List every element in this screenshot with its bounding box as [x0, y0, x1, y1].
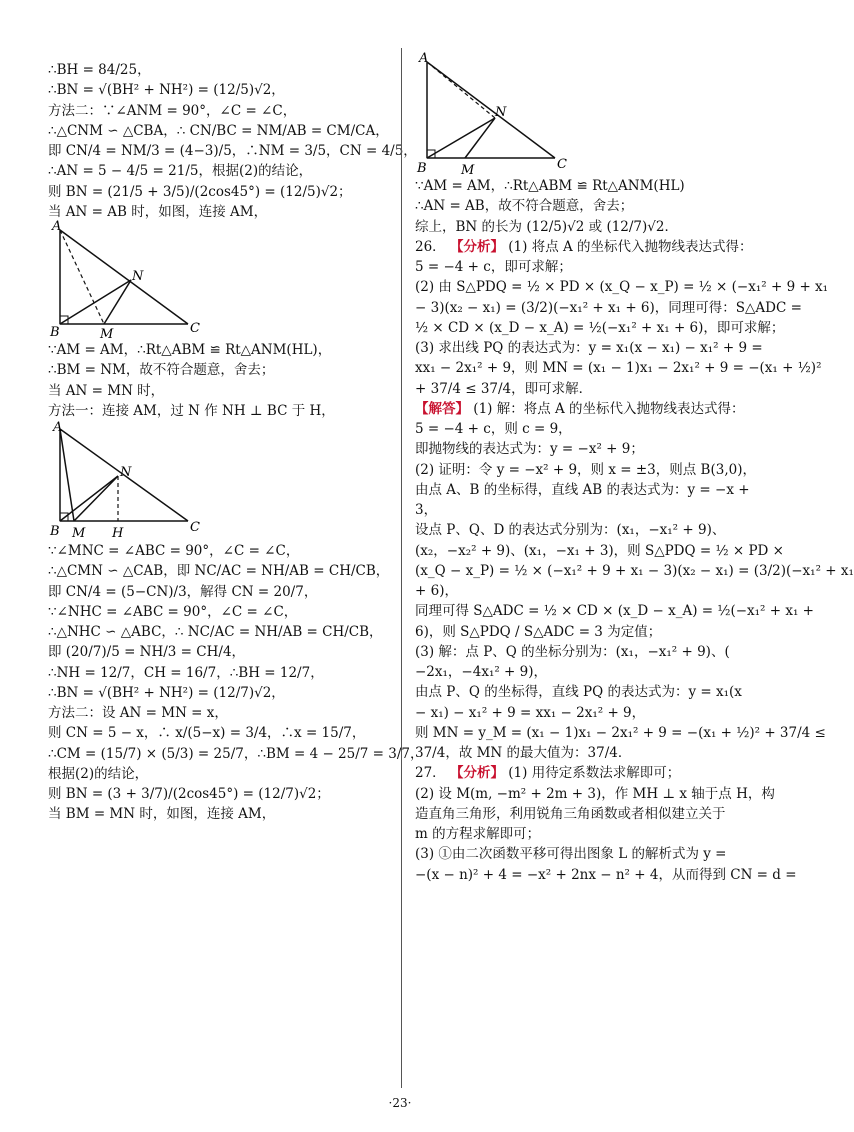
figure-an-equals-mn [48, 421, 248, 541]
label-b: B [50, 325, 60, 340]
text-line: ∴AN = AB，故不符合题意，舍去； [415, 198, 634, 215]
column-divider [401, 48, 402, 1088]
text-line: 则 BN = (3 + 3/7)/(2cos45°) = (12/7)√2； [48, 786, 330, 802]
right-text-block-a [415, 176, 760, 237]
q26-analysis-tag: 【分析】 [449, 238, 504, 255]
text-line: ∴BN = √(BH² + NH²) = (12/5)√2， [48, 82, 285, 99]
text-line: ∴CM = (15/7) × (5/3) = 25/7，∴BM = 4 − 25/7 = 3/7， [48, 745, 424, 762]
text-line: + 6)， [415, 583, 458, 599]
text-line: ∴NH = 12/7，CH = 16/7，∴BH = 12/7， [48, 664, 324, 681]
text-line: ∴BH = 84/25， [48, 62, 151, 78]
text-line: (2) 证明：令 y = −x² + 9，则 x = ±3，则点 B(3,0)， [415, 461, 756, 478]
q27-analysis-first: (1) 用待定系数法求解即可； [508, 765, 681, 782]
text-line: 3， [415, 502, 438, 518]
text-line: ∴AN = 5 − 4/5 = 21/5，根据(2)的结论， [48, 163, 313, 180]
figure-an-equals-ab [48, 219, 248, 342]
text-line: 6)，则 S△PDQ / S△ADC = 3 为定值； [415, 623, 662, 640]
text-line: 设点 P、Q、D 的表达式分别为：(x₁，−x₁² + 9)、 [415, 522, 726, 539]
label-m: M [461, 163, 475, 178]
text-line: 则 MN = y_M = (x₁ − 1)x₁ − 2x₁² + 9 = −(x₁ + ½)² + 37/4 ≤ [415, 724, 826, 741]
label-n: N [132, 269, 144, 284]
label-a: A [419, 51, 429, 66]
label-a: A [53, 420, 63, 435]
left-column [48, 60, 424, 825]
q26-analysis-heading [415, 237, 760, 257]
text-line: ∴△CMN ∽ △CAB，即 NC/AC = NH/AB = CH/CB， [48, 563, 390, 580]
text-line: ∴△CNM ∽ △CBA，∴ CN/BC = NM/AB = CM/CA， [48, 122, 389, 139]
text-line: + 37/4 ≤ 37/4，即可求解． [415, 380, 593, 397]
text-line: 造直角三角形，利用锐角三角函数或者相似建立关于 [415, 805, 726, 822]
label-b: B [417, 161, 427, 176]
text-line: −2x₁，−4x₁² + 9)， [415, 664, 548, 680]
text-line: ∵∠MNC = ∠ABC = 90°，∠C = ∠C， [48, 543, 300, 559]
text-line: ∵AM = AM，∴Rt△ABM ≌ Rt△ANM(HL) [415, 178, 685, 194]
text-line: ∵∠NHC = ∠ABC = 90°，∠C = ∠C， [48, 603, 298, 620]
q27-number: 27． [415, 765, 446, 782]
text-line: 则 CN = 5 − x，∴ x/(5−x) = 3/4，∴x = 15/7， [48, 725, 366, 742]
q26-analysis-first: (1) 将点 A 的坐标代入抛物线表达式得： [508, 238, 753, 255]
q27-analysis-heading [415, 763, 760, 783]
q26-number: 26． [415, 238, 446, 255]
text-line: 即 (20/7)/5 = NH/3 = CH/4， [48, 644, 246, 661]
left-text-block-b [48, 340, 388, 421]
label-c: C [557, 157, 567, 172]
label-c: C [190, 321, 200, 336]
text-line: 方法二：∵∠ANM = 90°，∠C = ∠C， [48, 102, 297, 119]
label-c: C [190, 520, 200, 535]
text-line: 方法二：设 AN = MN = x， [48, 705, 228, 721]
text-line: (2) 由 S△PDQ = ½ × PD × (x_Q − x_P) = ½ × (−x₁² + 9 + x₁ [415, 279, 829, 296]
question-26 [415, 237, 854, 764]
text-line: (x_Q − x_P) = ½ × (−x₁² + 9 + x₁ − 3)(x₂ − x₁) = (3/2)(−x₁² + x₁ [415, 562, 854, 579]
text-line: (3) 解：点 P、Q 的坐标分别为：(x₁，−x₁² + 9)、( [415, 643, 730, 660]
text-line: ∴△NHC ∽ △ABC，∴ NC/AC = NH/AB = CH/CB， [48, 624, 383, 640]
text-line: ½ × CD × (x_D − x_A) = ½(−x₁² + x₁ + 6)，即可求解； [415, 319, 785, 336]
text-line: 同理可得 S△ADC = ½ × CD × (x_D − x_A) = ½(−x₁² + x₁ + [415, 603, 814, 620]
q26-answer-first: (1) 解：将点 A 的坐标代入抛物线表达式得： [473, 400, 745, 417]
label-m: M [72, 526, 86, 541]
text-line: ∴BN = √(BH² + NH²) = (12/7)√2， [48, 684, 285, 701]
text-line: 则 BN = (21/5 + 3/5)/(2cos45°) = (12/5)√2； [48, 183, 352, 200]
label-n: N [495, 105, 507, 120]
text-line: 根据(2)的结论， [48, 765, 149, 782]
left-text-block-c [48, 541, 424, 825]
label-a: A [52, 219, 62, 234]
text-line: 即 CN/4 = (5−CN)/3，解得 CN = 20/7， [48, 583, 318, 600]
text-line: − x₁) − x₁² + 9 = xx₁ − 2x₁² + 9， [415, 704, 646, 721]
q26-answer-lines [415, 419, 854, 763]
text-line: m 的方程求解即可； [415, 826, 541, 842]
label-m: M [100, 327, 114, 342]
figure-bm-equals-mn [415, 48, 615, 176]
text-line: 当 AN = MN 时， [48, 382, 165, 399]
text-line: 方法一：连接 AM，过 N 作 NH ⊥ BC 于 H， [48, 402, 335, 419]
text-line: xx₁ − 2x₁² + 9，则 MN = (x₁ − 1)x₁ − 2x₁² + 9 = −(x₁ + ½)² [415, 360, 822, 377]
right-column [415, 48, 854, 885]
text-line: −(x − n)² + 4 = −x² + 2nx − n² + 4，从而得到 CN = d = [415, 866, 797, 883]
text-line: 由点 P、Q 的坐标得，直线 PQ 的表达式为：y = x₁(x [415, 684, 742, 701]
text-line: (3) ①由二次函数平移可得出图象 L 的解析式为 y = [415, 846, 727, 863]
text-line: (2) 设 M(m, −m² + 2m + 3)，作 MH ⊥ x 轴于点 H，构 [415, 785, 775, 802]
text-line: ∵AM = AM，∴Rt△ABM ≌ Rt△ANM(HL)， [48, 342, 332, 358]
text-line: 即 CN/4 = NM/3 = (4−3)/5，∴NM = 3/5，CN = 4/5， [48, 143, 417, 159]
q26-answer-tag: 【解答】 [415, 400, 469, 417]
label-h: H [112, 526, 124, 541]
q26-analysis-lines [415, 257, 829, 399]
q26-answer-heading [415, 399, 760, 419]
text-line: 综上，BN 的长为 (12/5)√2 或 (12/7)√2． [415, 218, 678, 235]
text-line: 由点 A、B 的坐标得，直线 AB 的表达式为：y = −x + [415, 481, 750, 498]
text-line: 37/4，故 MN 的最大值为：37/4． [415, 745, 632, 761]
text-line: − 3)(x₂ − x₁) = (3/2)(−x₁² + x₁ + 6)，同理可得：S△ADC = [415, 299, 802, 316]
left-text-block-a [48, 60, 417, 222]
q27-analysis-lines [415, 784, 797, 885]
text-line: 5 = −4 + c，则 c = 9， [415, 421, 572, 437]
text-line: 当 BM = MN 时，如图，连接 AM， [48, 806, 276, 823]
text-line: (x₂，−x₂² + 9)、(x₁，−x₁ + 3)，则 S△PDQ = ½ × PD × [415, 542, 784, 559]
label-n: N [120, 465, 132, 480]
text-line: 当 AN = AB 时，如图，连接 AM， [48, 203, 268, 220]
text-line: (3) 求出线 PQ 的表达式为：y = x₁(x − x₁) − x₁² + 9 = [415, 340, 763, 356]
question-27 [415, 763, 797, 885]
label-b: B [50, 524, 60, 539]
q27-analysis-tag: 【分析】 [449, 765, 504, 782]
text-line: ∴BM = NM，故不符合题意，舍去； [48, 362, 275, 379]
text-line: 5 = −4 + c，即可求解； [415, 259, 572, 275]
text-line: 即抛物线的表达式为：y = −x² + 9； [415, 441, 644, 458]
page-number: ·23· [388, 1096, 412, 1110]
